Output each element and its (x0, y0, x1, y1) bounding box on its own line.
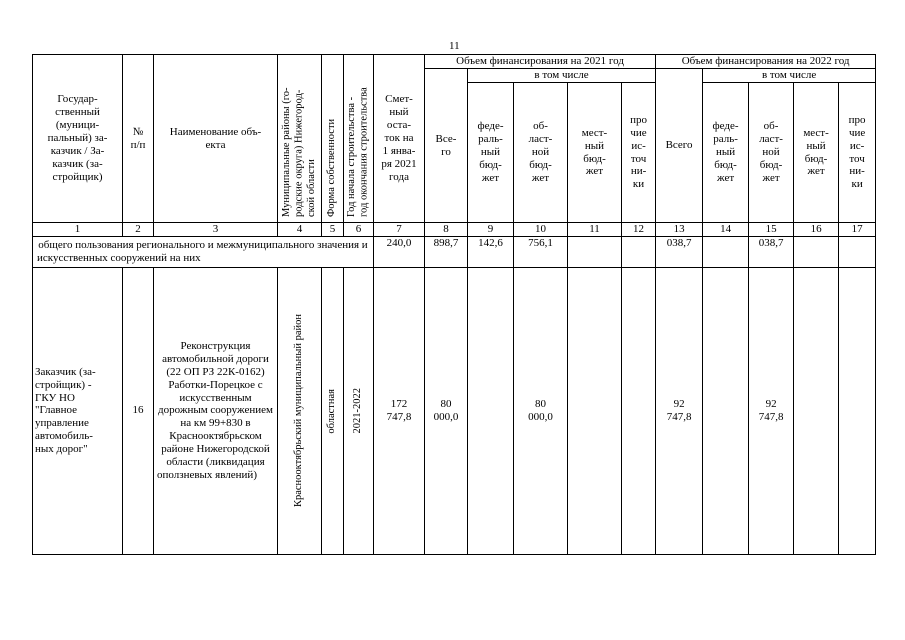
header-total-2022: Всего (656, 69, 703, 223)
summary-c10: 756,1 (514, 236, 568, 267)
summary-c13: 038,7 (656, 236, 703, 267)
header-municipal: Муниципальные районы (го- родские округа) Нижегород- ской области (280, 87, 317, 217)
header-fin-2021: Объем финансирования на 2021 год (425, 55, 656, 69)
row-federal-2022 (703, 267, 749, 554)
header-incl-2022: в том числе (703, 69, 876, 83)
row-number: 16 (123, 267, 154, 554)
header-local-2021: мест- ный бюд- жет (568, 83, 622, 223)
row-customer: Заказчик (за- стройщик) - ГКУ НО "Главное управление автомобиль- ных дорог" (33, 267, 123, 554)
row-regional-2021: 80 000,0 (514, 267, 568, 554)
header-years: Год начала строительства - год окончания строительства (346, 87, 370, 217)
row-total-2022: 92 747,8 (656, 267, 703, 554)
col-number: 14 (703, 223, 749, 237)
col-number: 12 (622, 223, 656, 237)
header-regional-2021: об- ласт- ной бюд- жет (514, 83, 568, 223)
row-other-2022 (839, 267, 876, 554)
summary-row (33, 236, 876, 267)
summary-text: общего пользования регионального и межмуниципального значения и искусственных сооружений на них (33, 236, 374, 267)
column-number-row (33, 223, 876, 237)
col-number: 16 (794, 223, 839, 237)
col-number: 8 (425, 223, 468, 237)
col-number: 13 (656, 223, 703, 237)
row-municipal-cell (278, 267, 322, 554)
col-number: 9 (468, 223, 514, 237)
summary-c11 (568, 236, 622, 267)
financing-table (32, 54, 876, 555)
summary-c9: 142,6 (468, 236, 514, 267)
row-ownership: областная (326, 388, 338, 434)
col-number: 6 (344, 223, 374, 237)
col-number: 7 (374, 223, 425, 237)
header-regional-2022: об- ласт- ной бюд- жет (749, 83, 794, 223)
header-federal-2022: феде- раль- ный бюд- жет (703, 83, 749, 223)
row-ownership-cell (322, 267, 344, 554)
header-local-2022: мест- ный бюд- жет (794, 83, 839, 223)
table-row (33, 267, 876, 554)
summary-c7: 240,0 (374, 236, 425, 267)
col-number: 10 (514, 223, 568, 237)
header-ownership: Форма собственности (326, 118, 338, 217)
row-object-name: Реконструкция автомобильной дороги (22 ОП РЗ 22К-0162) Работки-Порецкое с искусственным дорожным сооружением на км 99+830 в Краснооктябрьском районе Нижегородской области (ликвидация оползневых явлений) (154, 267, 278, 554)
header-years-cell (344, 55, 374, 223)
col-number: 11 (568, 223, 622, 237)
header-other-2022: про чие ис- точ ни- ки (839, 83, 876, 223)
row-local-2022 (794, 267, 839, 554)
header-estimate: Смет- ный оста- ток на 1 янва- ря 2021 года (374, 55, 425, 223)
header-municipal-cell (278, 55, 322, 223)
row-municipal: Краснооктябрьский муниципальный район (293, 314, 305, 508)
page-number: 11 (449, 40, 460, 52)
row-total-2021: 80 000,0 (425, 267, 468, 554)
summary-c17 (839, 236, 876, 267)
row-local-2021 (568, 267, 622, 554)
header-other-2021: про чие ис- точ ни- ки (622, 83, 656, 223)
summary-c12 (622, 236, 656, 267)
col-number: 3 (154, 223, 278, 237)
summary-c15: 038,7 (749, 236, 794, 267)
summary-c14 (703, 236, 749, 267)
row-regional-2022: 92 747,8 (749, 267, 794, 554)
header-total-2021: Все- го (425, 69, 468, 223)
col-number: 2 (123, 223, 154, 237)
col-number: 15 (749, 223, 794, 237)
row-other-2021 (622, 267, 656, 554)
summary-c16 (794, 236, 839, 267)
row-federal-2021 (468, 267, 514, 554)
header-object-name: Наименование объ- екта (154, 55, 278, 223)
col-number: 1 (33, 223, 123, 237)
header-federal-2021: феде- раль- ный бюд- жет (468, 83, 514, 223)
header-ownership-cell (322, 55, 344, 223)
header-incl-2021: в том числе (468, 69, 656, 83)
row-years: 2021-2022 (352, 388, 364, 434)
col-number: 4 (278, 223, 322, 237)
row-estimate: 172 747,8 (374, 267, 425, 554)
col-number: 17 (839, 223, 876, 237)
header-customer: Государ- ственный (муници- пальный) за- казчик / За- казчик (за- стройщик) (33, 55, 123, 223)
row-years-cell (344, 267, 374, 554)
header-fin-2022: Объем финансирования на 2022 год (656, 55, 876, 69)
header-number: № п/п (123, 55, 154, 223)
summary-c8: 898,7 (425, 236, 468, 267)
col-number: 5 (322, 223, 344, 237)
